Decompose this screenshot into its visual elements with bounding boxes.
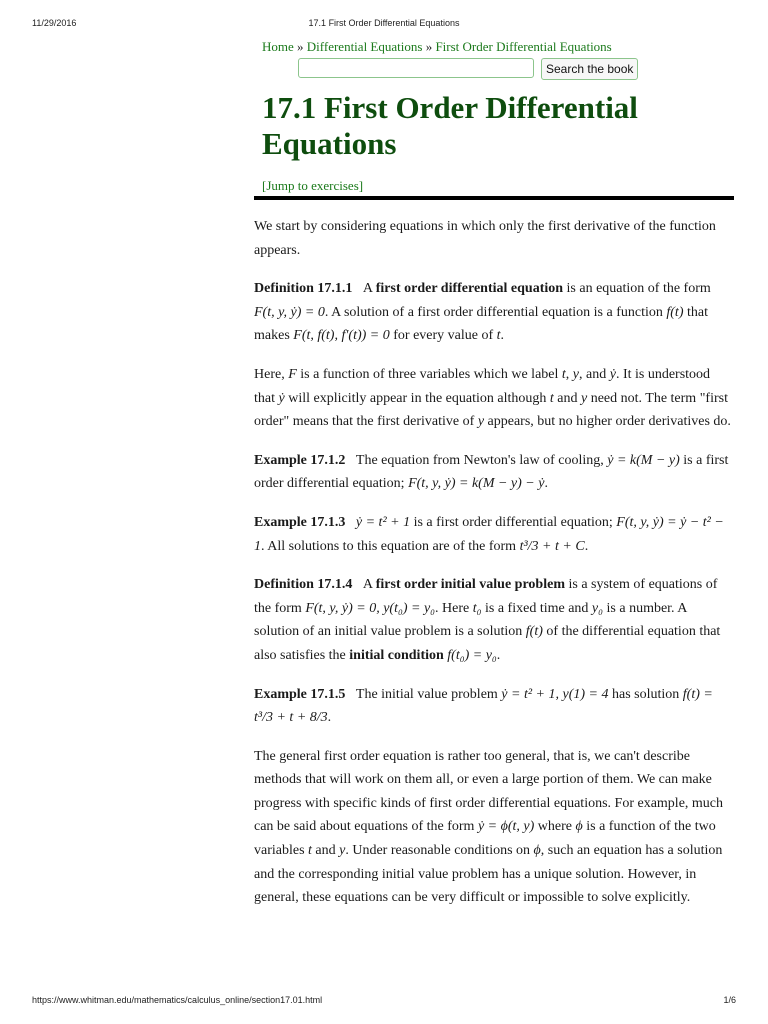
- text: for every value of: [389, 328, 497, 344]
- text: The equation from Newton's law of cooling,: [355, 452, 608, 468]
- definition-label: Definition 17.1.4: [254, 577, 353, 593]
- breadcrumb-separator: »: [293, 39, 307, 54]
- text: appears, but no higher order derivatives do.: [484, 414, 731, 430]
- text: is a function of the two variables: [254, 819, 716, 859]
- defined-term: first order initial value problem: [375, 577, 565, 593]
- breadcrumb-home-link[interactable]: Home: [262, 39, 294, 54]
- print-page-title: 17.1 First Order Differential Equations: [308, 18, 460, 28]
- intro-paragraph: We start by considering equations in which only the first derivative of the function appears.: [254, 219, 716, 258]
- math-expression: t: [496, 328, 501, 344]
- text: has solution: [608, 686, 683, 702]
- breadcrumb-chapter-link[interactable]: Differential Equations: [306, 39, 423, 54]
- example-17-1-3: [254, 511, 734, 558]
- text: where: [534, 819, 576, 835]
- text: The general first order equation is rather too general, that is, we can't describe methods that will work on them all, or even a large portion of them. We can make progress with specific kinds of first order differential equations. For example, much can be said about equations of the form: [254, 748, 724, 835]
- text: .: [327, 710, 332, 726]
- text: will explicitly appear in the equation although: [284, 390, 550, 406]
- defined-term: first order differential equation: [375, 281, 564, 297]
- math-expression: f(t): [525, 624, 543, 640]
- defined-term: initial condition: [349, 647, 444, 663]
- title-divider: [254, 196, 734, 200]
- text: is a first order differential equation;: [410, 514, 617, 530]
- math-expression: F(t, y, ẏ) = ẏ − t² − 1: [254, 514, 724, 554]
- text: Here,: [254, 366, 289, 382]
- math-expression: y: [572, 366, 579, 382]
- example-label: Example 17.1.5: [254, 686, 346, 702]
- math-expression: ϕ: [533, 843, 541, 859]
- math-expression: t³/3 + t + C: [519, 538, 585, 554]
- print-url: https://www.whitman.edu/mathematics/calculus_online/section17.01.html: [32, 995, 323, 1005]
- text: . Under reasonable conditions on: [345, 843, 534, 859]
- print-date: 11/29/2016: [32, 18, 77, 28]
- math-expression: y₀: [591, 600, 604, 616]
- text: is a number. A solution of an initial value problem is a solution: [254, 600, 687, 640]
- breadcrumb: [262, 39, 612, 55]
- text: . All solutions to this equation are of the form: [261, 538, 520, 554]
- math-expression: t: [549, 390, 554, 406]
- text: is a first order differential equation;: [254, 452, 729, 492]
- math-expression: F(t, y, ẏ) = 0: [254, 304, 325, 320]
- math-expression: y: [477, 414, 485, 430]
- text: is an equation of the form: [563, 281, 711, 297]
- text: .: [496, 647, 501, 663]
- math-expression: t₀: [472, 600, 482, 616]
- breadcrumb-section-link[interactable]: First Order Differential Equations: [435, 39, 612, 54]
- math-expression: F(t, y, ẏ) = 0, y(t₀) = y₀: [305, 600, 436, 616]
- math-expression: f(t) = t³/3 + t + 8/3: [254, 686, 713, 726]
- text: . It is understood that: [254, 366, 711, 406]
- example-label: Example 17.1.2: [254, 452, 346, 468]
- definition-17-1-4: [254, 573, 734, 667]
- math-expression: F(t, y, ẏ) = k(M − y) − ẏ: [408, 476, 545, 492]
- text: . Here: [435, 600, 473, 616]
- search-input[interactable]: [298, 58, 534, 78]
- math-expression: t: [308, 843, 312, 859]
- example-17-1-2: [254, 449, 734, 496]
- math-expression: t: [561, 366, 566, 382]
- example-17-1-5: [254, 683, 734, 730]
- page-title: 17.1 First Order Differential Equations: [262, 90, 638, 161]
- math-expression: ẏ = t² + 1: [355, 514, 411, 530]
- definition-17-1-1: [254, 277, 734, 348]
- jump-to-exercises-link[interactable]: [Jump to exercises]: [262, 178, 364, 193]
- text: is a system of equations of the form: [254, 577, 718, 616]
- text: and: [553, 390, 581, 406]
- math-expression: ẏ: [609, 366, 616, 382]
- math-expression: F(t, f(t), f′(t)) = 0: [293, 328, 390, 344]
- text: ,: [565, 366, 573, 382]
- breadcrumb-separator: »: [422, 39, 436, 54]
- text: is a fixed time and: [481, 600, 592, 616]
- article-body: [254, 215, 734, 925]
- text: .: [544, 476, 548, 492]
- definition-label: Definition 17.1.1: [254, 281, 353, 297]
- math-expression: ẏ = k(M − y): [607, 452, 680, 468]
- math-expression: f(t): [666, 304, 684, 320]
- text: .: [584, 538, 589, 554]
- text: .: [500, 328, 505, 344]
- example-label: Example 17.1.3: [254, 514, 346, 530]
- math-expression: f(t₀) = y₀: [447, 647, 497, 663]
- text: , such an equation has a solution and the corresponding initial value problem has a unique solution. However, in general, these equations can be very difficult or impossible to solve explicitly.: [254, 843, 723, 906]
- text: and: [311, 843, 340, 859]
- print-page-number: 1/6: [723, 995, 736, 1005]
- text: of the differential equation that also satisfies the: [254, 624, 721, 663]
- math-expression: y: [339, 843, 346, 859]
- search-button[interactable]: Search the book: [541, 58, 638, 80]
- explanation-paragraph: [254, 363, 734, 434]
- general-discussion-paragraph: [254, 745, 734, 910]
- math-expression: ẏ: [278, 390, 285, 406]
- math-expression: ẏ = ϕ(t, y): [477, 819, 535, 835]
- text: The initial value problem: [355, 686, 502, 702]
- text: need not. The term "first order" means that the first derivative of: [254, 390, 728, 430]
- math-expression: F: [288, 366, 297, 382]
- text: that makes: [254, 304, 708, 344]
- math-expression: y: [580, 390, 588, 406]
- text: . A solution of a first order differential equation is a function: [324, 304, 667, 320]
- text: , and: [579, 366, 610, 382]
- text: A: [362, 577, 376, 593]
- text: is a function of three variables which we label: [296, 366, 562, 382]
- math-expression: ẏ = t² + 1, y(1) = 4: [501, 686, 609, 702]
- text: A: [362, 281, 376, 297]
- math-expression: ϕ: [575, 819, 583, 835]
